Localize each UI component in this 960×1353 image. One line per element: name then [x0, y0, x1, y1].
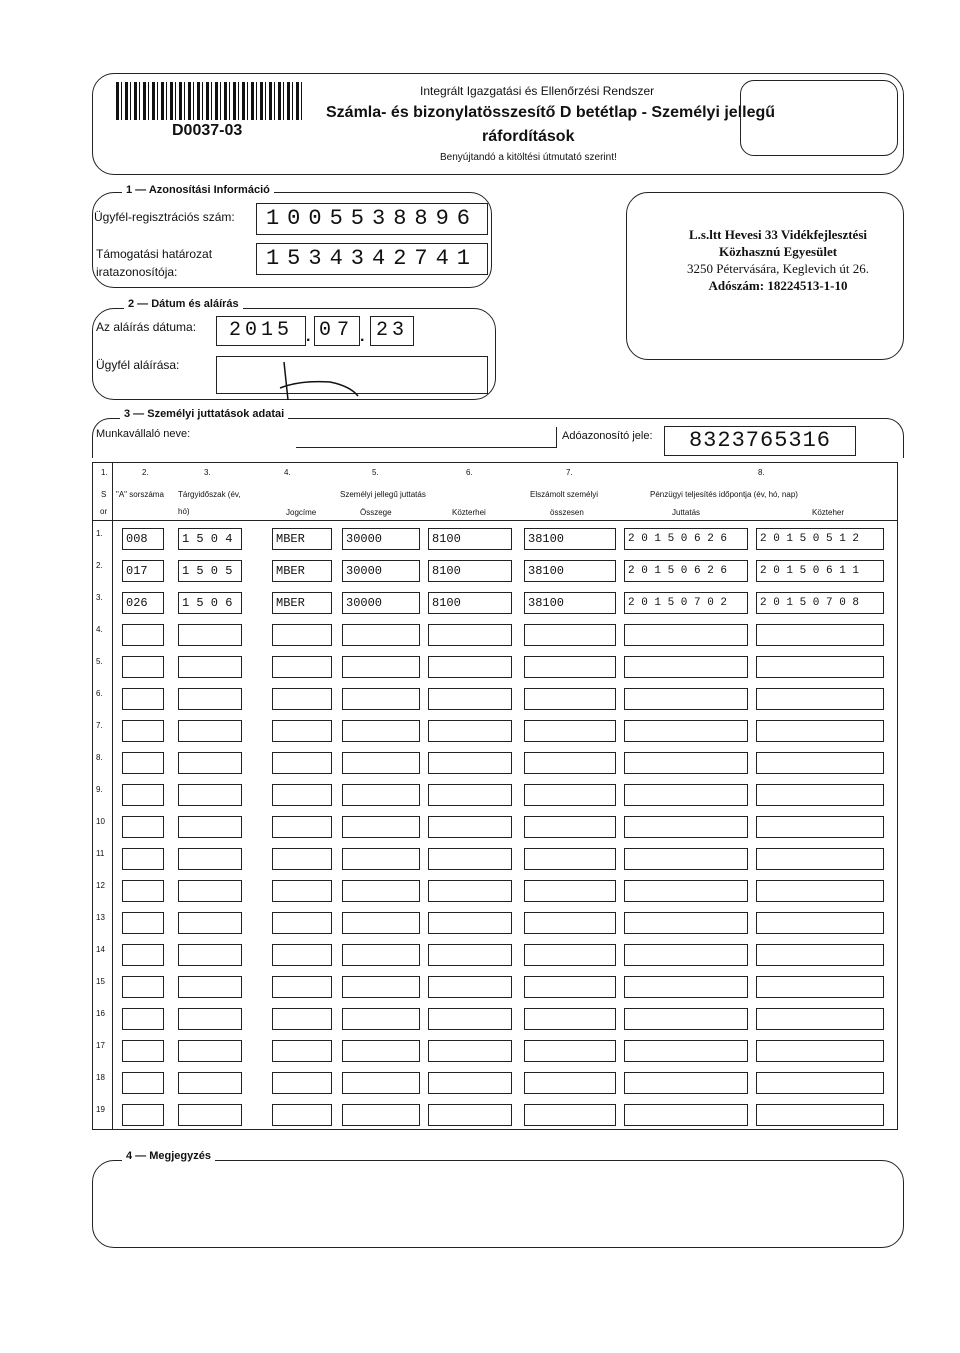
section3-title: 3 — Személyi juttatások adatai — [120, 408, 288, 420]
period-cell[interactable] — [178, 688, 242, 710]
stamp-line2: Közhasznú Egyesület — [718, 244, 838, 259]
legal-cell[interactable] — [272, 1072, 332, 1094]
instruction-text: Benyújtandó a kitöltési útmutató szerint! — [440, 152, 617, 163]
public-cell[interactable] — [428, 1040, 512, 1062]
pay-date-cell[interactable] — [624, 1072, 748, 1094]
row-number: 14 — [96, 945, 105, 954]
signature — [270, 360, 370, 404]
a-index-cell[interactable] — [122, 1104, 164, 1126]
tax-id-field[interactable] — [664, 426, 856, 456]
total-cell[interactable] — [524, 1040, 616, 1062]
col-number-4: 4. — [284, 468, 291, 477]
total-cell[interactable] — [524, 816, 616, 838]
client-reg-number: 1005538896 — [265, 206, 479, 231]
pay-date-cell[interactable] — [624, 848, 748, 870]
pay-date-cell[interactable] — [624, 624, 748, 646]
a-index-cell[interactable] — [122, 624, 164, 646]
col-number-8: 8. — [758, 468, 765, 477]
a-index-cell[interactable] — [122, 656, 164, 678]
charge-date-cell[interactable] — [756, 880, 884, 902]
total-cell[interactable] — [524, 912, 616, 934]
a-index-cell[interactable]: 026 — [122, 592, 164, 614]
amount-cell[interactable] — [342, 1008, 420, 1030]
a-index-cell[interactable] — [122, 1008, 164, 1030]
legal-cell[interactable] — [272, 816, 332, 838]
row-number: 16 — [96, 1009, 105, 1018]
row-number: 19 — [96, 1105, 105, 1114]
a-index-cell[interactable] — [122, 816, 164, 838]
amount-cell[interactable]: 30000 — [342, 560, 420, 582]
total-cell[interactable] — [524, 976, 616, 998]
row-number: 13 — [96, 913, 105, 922]
col-number-6: 6. — [466, 468, 473, 477]
header-s: S — [101, 490, 107, 499]
header-period-2: hó) — [178, 507, 190, 516]
amount-cell[interactable] — [342, 1104, 420, 1126]
barcode — [116, 82, 302, 120]
period-cell[interactable]: 1 5 0 6 — [178, 592, 242, 614]
header-benefit: Juttatás — [672, 508, 701, 517]
table-header-rule — [92, 520, 898, 521]
charge-date-cell[interactable] — [756, 848, 884, 870]
a-index-cell[interactable] — [122, 976, 164, 998]
public-cell[interactable] — [428, 656, 512, 678]
legal-cell[interactable] — [272, 1008, 332, 1030]
charge-date-cell[interactable] — [756, 624, 884, 646]
total-cell[interactable] — [524, 784, 616, 806]
pay-date-cell[interactable] — [624, 752, 748, 774]
period-cell[interactable]: 1 5 0 4 — [178, 528, 242, 550]
charge-date-cell[interactable] — [756, 1104, 884, 1126]
period-cell[interactable] — [178, 880, 242, 902]
a-index-cell[interactable] — [122, 1072, 164, 1094]
public-cell[interactable]: 8100 — [428, 560, 512, 582]
a-index-cell[interactable] — [122, 912, 164, 934]
charge-date-cell[interactable] — [756, 944, 884, 966]
row-number: 7. — [96, 721, 103, 730]
amount-cell[interactable] — [342, 720, 420, 742]
total-cell[interactable] — [524, 624, 616, 646]
period-cell[interactable] — [178, 976, 242, 998]
amount-cell[interactable] — [342, 1072, 420, 1094]
date-day: 23 — [375, 319, 408, 342]
public-cell[interactable] — [428, 880, 512, 902]
section2-title: 2 — Dátum és aláírás — [124, 298, 243, 310]
date-year: 2015 — [228, 319, 293, 342]
pay-date-cell[interactable]: 2 0 1 5 0 6 2 6 — [624, 528, 748, 550]
public-cell[interactable]: 8100 — [428, 592, 512, 614]
a-index-cell[interactable] — [122, 1040, 164, 1062]
legal-cell[interactable]: MBER — [272, 592, 332, 614]
client-reg-label: Ügyfél-regisztrációs szám: — [94, 210, 235, 224]
col-number-2: 2. — [142, 468, 149, 477]
amount-cell[interactable] — [342, 624, 420, 646]
row-number: 17 — [96, 1041, 105, 1050]
system-name: Integrált Igazgatási és Ellenőrzési Rendszer — [420, 84, 655, 98]
amount-cell[interactable] — [342, 848, 420, 870]
decision-label: Támogatási határozat — [96, 247, 213, 261]
legal-cell[interactable] — [272, 720, 332, 742]
amount-cell[interactable] — [342, 976, 420, 998]
a-index-cell[interactable] — [122, 880, 164, 902]
total-cell[interactable] — [524, 848, 616, 870]
total-cell[interactable]: 38100 — [524, 528, 616, 550]
date-year-field[interactable] — [216, 316, 306, 346]
total-cell[interactable] — [524, 944, 616, 966]
period-cell[interactable] — [178, 1008, 242, 1030]
pay-date-cell[interactable] — [624, 688, 748, 710]
public-cell[interactable] — [428, 816, 512, 838]
amount-cell[interactable] — [342, 688, 420, 710]
charge-date-cell[interactable] — [756, 1072, 884, 1094]
form-title-line2: ráfordítások — [482, 128, 575, 145]
date-separator: . — [360, 328, 365, 345]
public-cell[interactable] — [428, 1104, 512, 1126]
period-cell[interactable] — [178, 624, 242, 646]
pay-date-cell[interactable] — [624, 1008, 748, 1030]
a-index-cell[interactable] — [122, 784, 164, 806]
legal-cell[interactable] — [272, 688, 332, 710]
header-public: Közterhei — [452, 508, 486, 517]
a-index-cell[interactable]: 017 — [122, 560, 164, 582]
header-public-charge: Közteher — [812, 508, 845, 517]
amount-cell[interactable]: 30000 — [342, 592, 420, 614]
pay-date-cell[interactable] — [624, 976, 748, 998]
period-cell[interactable] — [178, 752, 242, 774]
signature-label: Ügyfél aláírása: — [96, 358, 180, 372]
legal-cell[interactable] — [272, 784, 332, 806]
decision-number: 1534342741 — [265, 246, 479, 271]
period-cell[interactable] — [178, 1040, 242, 1062]
row-number: 2. — [96, 561, 103, 570]
date-separator: . — [306, 328, 311, 345]
legal-cell[interactable]: MBER — [272, 528, 332, 550]
charge-date-cell[interactable]: 2 0 1 5 0 5 1 2 — [756, 528, 884, 550]
period-cell[interactable] — [178, 912, 242, 934]
total-cell[interactable] — [524, 656, 616, 678]
row-number: 8. — [96, 753, 103, 762]
form-title: Számla- és bizonylatösszesítő D betétlap - Személyi jellegű — [326, 104, 776, 121]
header-payment: Pénzügyi teljesítés időpontja (év, hó, nap) — [650, 490, 798, 499]
a-index-cell[interactable] — [122, 944, 164, 966]
amount-cell[interactable]: 30000 — [342, 528, 420, 550]
decision-number-field[interactable] — [256, 243, 488, 275]
row-number: 10 — [96, 817, 105, 826]
date-day-field[interactable] — [370, 316, 414, 346]
row-number-rule — [112, 462, 113, 1130]
form-code: D0037-03 — [172, 122, 243, 139]
charge-date-cell[interactable] — [756, 656, 884, 678]
amount-cell[interactable] — [342, 656, 420, 678]
row-number: 6. — [96, 689, 103, 698]
col-number-5: 5. — [372, 468, 379, 477]
legal-cell[interactable] — [272, 1104, 332, 1126]
date-month-field[interactable] — [314, 316, 360, 346]
total-cell[interactable]: 38100 — [524, 592, 616, 614]
total-cell[interactable] — [524, 1008, 616, 1030]
col-number-1: 1. — [101, 468, 108, 477]
legal-cell[interactable] — [272, 976, 332, 998]
pay-date-cell[interactable] — [624, 720, 748, 742]
period-cell[interactable] — [178, 816, 242, 838]
legal-cell[interactable]: MBER — [272, 560, 332, 582]
a-index-cell[interactable] — [122, 848, 164, 870]
charge-date-cell[interactable] — [756, 784, 884, 806]
total-cell[interactable] — [524, 880, 616, 902]
period-cell[interactable] — [178, 944, 242, 966]
charge-date-cell[interactable] — [756, 976, 884, 998]
header-or: or — [100, 507, 108, 516]
row-number: 18 — [96, 1073, 105, 1082]
registration-stamp-box[interactable] — [740, 80, 898, 156]
header-personal: Személyi jellegű juttatás — [340, 490, 426, 499]
tax-id: 8323765316 — [688, 428, 832, 453]
total-cell[interactable] — [524, 1104, 616, 1126]
row-number: 12 — [96, 881, 105, 890]
header-settled: Elszámolt személyi — [530, 490, 599, 499]
charge-date-cell[interactable] — [756, 1040, 884, 1062]
legal-cell[interactable] — [272, 624, 332, 646]
pay-date-cell[interactable] — [624, 912, 748, 934]
pay-date-cell[interactable] — [624, 656, 748, 678]
total-cell[interactable] — [524, 720, 616, 742]
row-number: 15 — [96, 977, 105, 986]
row-number: 3. — [96, 593, 103, 602]
client-reg-number-field[interactable] — [256, 203, 488, 235]
amount-cell[interactable] — [342, 880, 420, 902]
period-cell[interactable] — [178, 1072, 242, 1094]
stamp-line3: 3250 Pétervására, Keglevich út 26. — [687, 261, 869, 276]
legal-cell[interactable] — [272, 656, 332, 678]
total-cell[interactable]: 38100 — [524, 560, 616, 582]
charge-date-cell[interactable] — [756, 912, 884, 934]
charge-date-cell[interactable] — [756, 720, 884, 742]
date-month: 07 — [318, 319, 355, 342]
total-cell[interactable] — [524, 688, 616, 710]
amount-cell[interactable] — [342, 784, 420, 806]
amount-cell[interactable] — [342, 752, 420, 774]
period-cell[interactable] — [178, 720, 242, 742]
header-amount: Összege — [360, 508, 392, 517]
row-number: 4. — [96, 625, 103, 634]
pay-date-cell[interactable] — [624, 1040, 748, 1062]
public-cell[interactable] — [428, 720, 512, 742]
legal-cell[interactable] — [272, 752, 332, 774]
charge-date-cell[interactable] — [756, 688, 884, 710]
organization-stamp — [658, 226, 898, 294]
header-period: Tárgyidőszak (év, — [178, 490, 241, 499]
decision-label-2: iratazonosítója: — [96, 265, 178, 279]
section4-title: 4 — Megjegyzés — [122, 1150, 215, 1162]
pay-date-cell[interactable] — [624, 880, 748, 902]
public-cell[interactable] — [428, 848, 512, 870]
employee-name-field[interactable] — [296, 427, 557, 448]
period-cell[interactable] — [178, 784, 242, 806]
a-index-cell[interactable] — [122, 720, 164, 742]
amount-cell[interactable] — [342, 816, 420, 838]
row-number: 5. — [96, 657, 103, 666]
employee-label: Munkavállaló neve: — [96, 428, 191, 440]
row-number: 11 — [96, 849, 105, 858]
public-cell[interactable] — [428, 912, 512, 934]
public-cell[interactable] — [428, 976, 512, 998]
a-index-cell[interactable]: 008 — [122, 528, 164, 550]
amount-cell[interactable] — [342, 1040, 420, 1062]
date-label: Az aláírás dátuma: — [96, 320, 197, 334]
public-cell[interactable] — [428, 1072, 512, 1094]
pay-date-cell[interactable] — [624, 1104, 748, 1126]
col-number-7: 7. — [566, 468, 573, 477]
stamp-line1: L.s.ltt Hevesi 33 Vidékfejlesztési — [689, 227, 867, 242]
row-number: 9. — [96, 785, 103, 794]
public-cell[interactable] — [428, 688, 512, 710]
a-index-cell[interactable] — [122, 752, 164, 774]
public-cell[interactable]: 8100 — [428, 528, 512, 550]
header-a-index: "A" sorszáma — [116, 490, 164, 499]
charge-date-cell[interactable]: 2 0 1 5 0 7 0 8 — [756, 592, 884, 614]
pay-date-cell[interactable]: 2 0 1 5 0 7 0 2 — [624, 592, 748, 614]
amount-cell[interactable] — [342, 944, 420, 966]
public-cell[interactable] — [428, 784, 512, 806]
a-index-cell[interactable] — [122, 688, 164, 710]
header-settled-2: összesen — [550, 508, 584, 517]
period-cell[interactable] — [178, 848, 242, 870]
legal-cell[interactable] — [272, 944, 332, 966]
public-cell[interactable] — [428, 752, 512, 774]
public-cell[interactable] — [428, 1008, 512, 1030]
total-cell[interactable] — [524, 1072, 616, 1094]
row-number: 1. — [96, 529, 103, 538]
period-cell[interactable]: 1 5 0 5 — [178, 560, 242, 582]
charge-date-cell[interactable] — [756, 752, 884, 774]
charge-date-cell[interactable] — [756, 1008, 884, 1030]
legal-cell[interactable] — [272, 880, 332, 902]
public-cell[interactable] — [428, 944, 512, 966]
pay-date-cell[interactable]: 2 0 1 5 0 6 2 6 — [624, 560, 748, 582]
header-legal: Jogcíme — [286, 508, 317, 517]
period-cell[interactable] — [178, 1104, 242, 1126]
legal-cell[interactable] — [272, 912, 332, 934]
amount-cell[interactable] — [342, 912, 420, 934]
section1-title: 1 — Azonosítási Információ — [122, 184, 274, 196]
legal-cell[interactable] — [272, 1040, 332, 1062]
stamp-line4: Adószám: 18224513-1-10 — [708, 278, 848, 293]
total-cell[interactable] — [524, 752, 616, 774]
period-cell[interactable] — [178, 656, 242, 678]
tax-id-label: Adóazonosító jele: — [562, 430, 653, 442]
legal-cell[interactable] — [272, 848, 332, 870]
pay-date-cell[interactable] — [624, 944, 748, 966]
pay-date-cell[interactable] — [624, 816, 748, 838]
remarks-field[interactable] — [104, 1170, 892, 1240]
charge-date-cell[interactable]: 2 0 1 5 0 6 1 1 — [756, 560, 884, 582]
pay-date-cell[interactable] — [624, 784, 748, 806]
public-cell[interactable] — [428, 624, 512, 646]
charge-date-cell[interactable] — [756, 816, 884, 838]
col-number-3: 3. — [204, 468, 211, 477]
